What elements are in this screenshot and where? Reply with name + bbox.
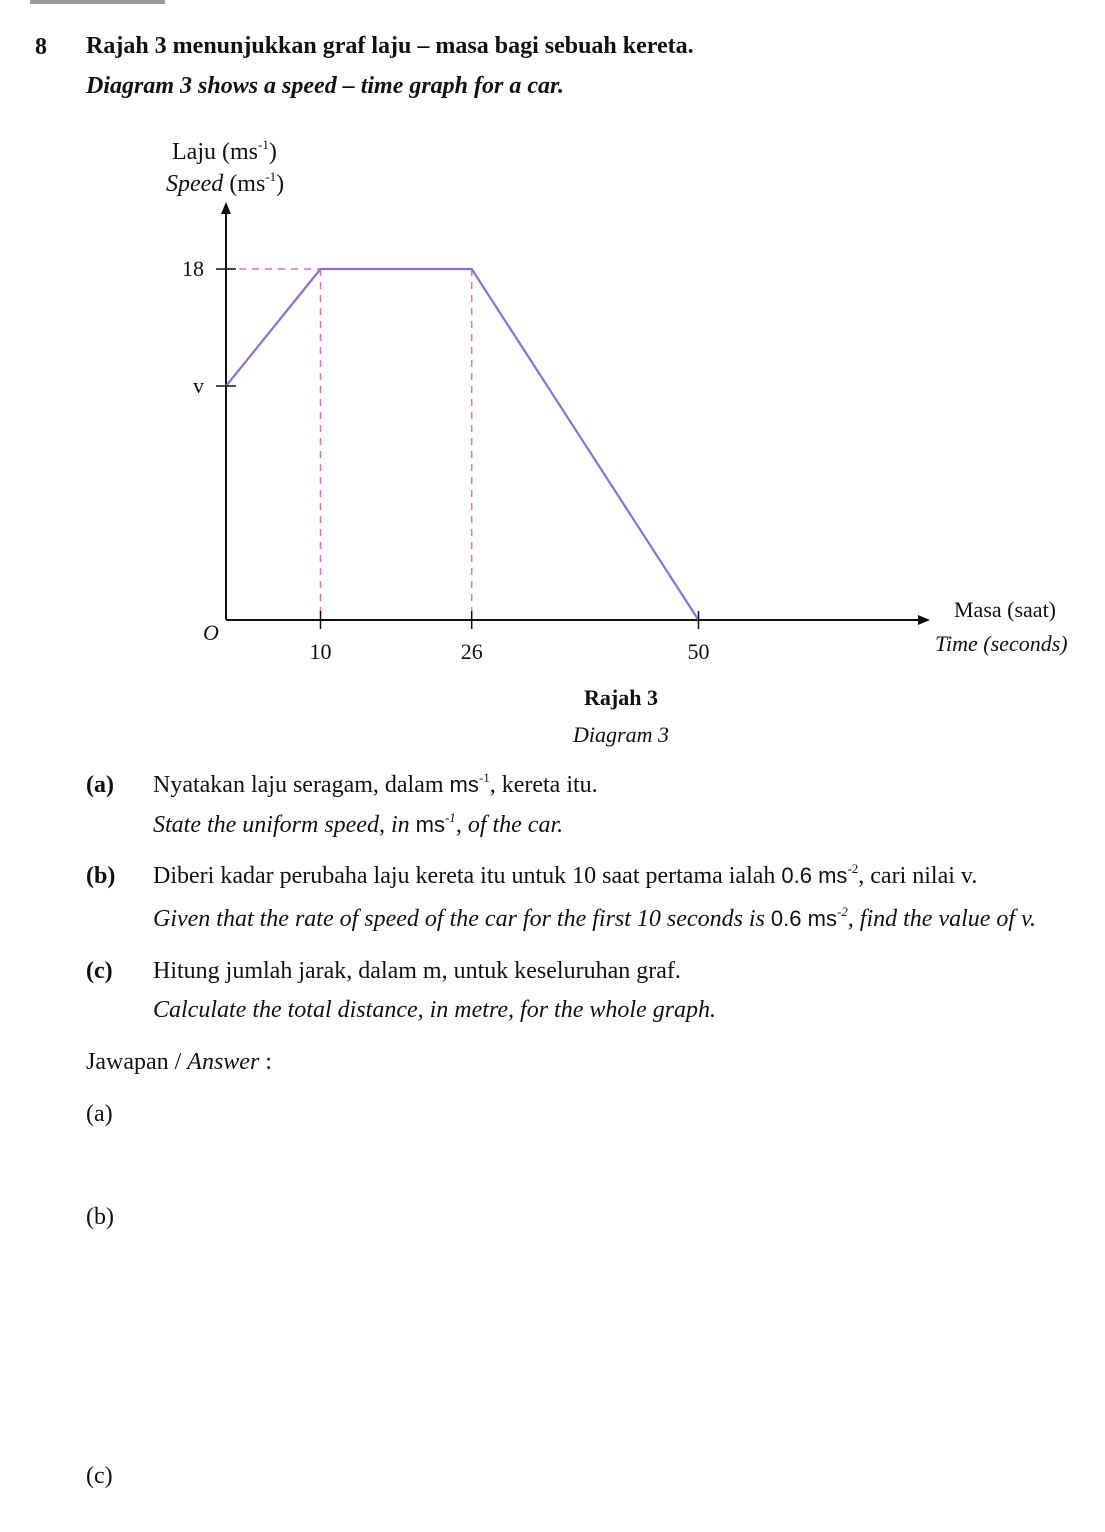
part-c-label: (c) bbox=[86, 958, 113, 984]
answer-heading: Jawapan / Answer : bbox=[86, 1049, 272, 1075]
y-axis-arrow bbox=[221, 202, 231, 214]
question-number: 8 bbox=[35, 34, 47, 60]
part-c-malay: Hitung jumlah jarak, dalam m, untuk keseluruhan graf. bbox=[153, 958, 681, 984]
y-tick-label-18: 18 bbox=[182, 256, 204, 281]
answer-label-b: (b) bbox=[86, 1204, 114, 1230]
part-a-malay: Nyatakan laju seragam, dalam $ms^{-1}$, kereta itu. bbox=[153, 770, 598, 798]
diagram-caption-english: Diagram 3 bbox=[573, 722, 669, 747]
part-c-english: Calculate the total distance, in metre, for the whole graph. bbox=[153, 997, 717, 1023]
x-axis-label-malay: Masa (saat) bbox=[954, 597, 1057, 622]
part-a-english: State the uniform speed, in $ms^{-1}$, of the car. bbox=[153, 810, 564, 838]
question-intro-malay: Rajah 3 menunjukkan graf laju – masa bagi sebuah kereta. bbox=[86, 33, 694, 59]
x-tick-label-50: 50 bbox=[687, 639, 710, 664]
part-b-malay: Diberi kadar perubaha laju kereta itu untuk 10 saat pertama ialah 0.6 $ms^{-2}$, cari nilai v. bbox=[153, 861, 978, 889]
answer-label-a: (a) bbox=[86, 1101, 113, 1127]
y-axis-label-english: Speed $(ms^{-1})$ bbox=[166, 169, 285, 197]
part-b-label: (b) bbox=[86, 863, 116, 889]
part-a-label: (a) bbox=[86, 772, 114, 798]
question-intro-english: Diagram 3 shows a speed – time graph for a car. bbox=[86, 73, 565, 99]
diagram-caption-malay: Rajah 3 bbox=[584, 685, 658, 710]
x-axis-label-english: Time (seconds) bbox=[935, 631, 1068, 656]
origin-label: O bbox=[203, 620, 219, 645]
part-b-english: Given that the rate of speed of the car for the first 10 seconds is 0.6 $ms^{-2}$, find the value of v. bbox=[153, 905, 1036, 932]
speed-series-line bbox=[226, 269, 699, 620]
x-tick-label-26: 26 bbox=[460, 639, 483, 664]
x-tick-label-10: 10 bbox=[309, 639, 332, 664]
x-axis-arrow bbox=[918, 615, 930, 625]
answer-label-c: (c) bbox=[86, 1463, 113, 1489]
y-tick-label-v: v bbox=[193, 373, 204, 398]
y-axis-label-malay: Laju $(ms^{-1})$ bbox=[172, 137, 277, 165]
